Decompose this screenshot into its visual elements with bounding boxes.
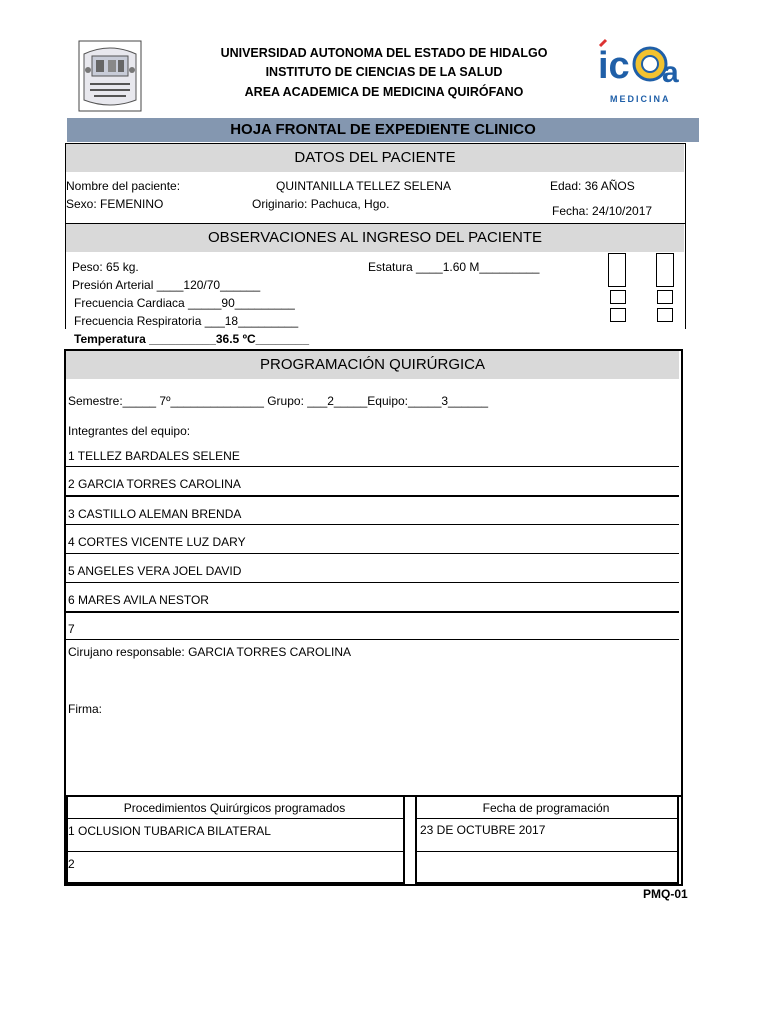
team-member: 3 CASTILLO ALEMAN BRENDA [68, 507, 242, 521]
checkbox-small-1[interactable] [610, 290, 626, 304]
procedure-date-cell: 23 DE OCTUBRE 2017 [420, 823, 546, 837]
weight: Peso: 65 kg. [72, 260, 139, 274]
checkbox-large-2[interactable] [656, 253, 674, 287]
semester-group-team: Semestre:_____ 7º______________ Grupo: ___2_____Equipo:_____3______ [68, 394, 489, 408]
team-member: 2 GARCIA TORRES CAROLINA [68, 477, 241, 491]
responsible-surgeon: Cirujano responsable: GARCIA TORRES CAROLINA [68, 645, 352, 659]
patient-name-label: Nombre del paciente: [66, 179, 181, 193]
university-name: UNIVERSIDAD AUTONOMA DEL ESTADO DE HIDALGO [220, 46, 548, 60]
team-member: 6 MARES AVILA NESTOR [68, 593, 209, 607]
document-title: HOJA FRONTAL DE EXPEDIENTE CLINICO [230, 121, 536, 138]
checkbox-large-1[interactable] [608, 253, 626, 287]
patient-name-value: QUINTANILLA TELLEZ SELENA [276, 179, 451, 193]
patient-origin: Originario: Pachuca, Hgo. [252, 197, 390, 211]
procedure-cell: 2 [68, 857, 75, 871]
temperature: Temperatura __________36.5 ºC________ [74, 332, 310, 346]
patient-age: Edad: 36 AÑOS [550, 179, 635, 193]
respiratory-rate: Frecuencia Respiratoria ___18_________ [74, 314, 299, 328]
svg-text:ic: ic [598, 45, 630, 87]
height: Estatura ____1.60 M_________ [368, 260, 540, 274]
patient-date: Fecha: 24/10/2017 [552, 204, 653, 218]
area-name: AREA ACADEMICA DE MEDICINA QUIRÓFANO [244, 85, 524, 99]
team-member: 1 TELLEZ BARDALES SELENE [68, 449, 240, 463]
patient-sex: Sexo: FEMENINO [66, 197, 164, 211]
signature-label: Firma: [68, 702, 102, 716]
procedures-header: Procedimientos Quirúrgicos programados [123, 801, 346, 815]
team-member: 5 ANGELES VERA JOEL DAVID [68, 564, 242, 578]
institute-name: INSTITUTO DE CIENCIAS DE LA SALUD [265, 65, 503, 79]
patient-section-title: DATOS DEL PACIENTE [66, 144, 684, 172]
heart-rate: Frecuencia Cardiaca _____90_________ [74, 296, 295, 310]
team-members-label: Integrantes del equipo: [68, 424, 191, 438]
checkbox-small-3[interactable] [610, 308, 626, 322]
checkbox-small-2[interactable] [657, 290, 673, 304]
form-code: PMQ-01 [643, 887, 688, 901]
blood-pressure: Presión Arterial ____120/70______ [72, 278, 261, 292]
team-member: 7 [68, 622, 75, 636]
team-member: 4 CORTES VICENTE LUZ DARY [68, 535, 246, 549]
surgery-section-title: PROGRAMACIÓN QUIRÚRGICA [66, 351, 679, 379]
observations-section-title: OBSERVACIONES AL INGRESO DEL PACIENTE [66, 224, 684, 252]
checkbox-small-4[interactable] [657, 308, 673, 322]
svg-text:a: a [662, 56, 679, 89]
logo-text: MEDICINA [610, 94, 671, 104]
schedule-date-header: Fecha de programación [482, 801, 610, 815]
procedure-cell: 1 OCLUSION TUBARICA BILATERAL [68, 824, 271, 838]
